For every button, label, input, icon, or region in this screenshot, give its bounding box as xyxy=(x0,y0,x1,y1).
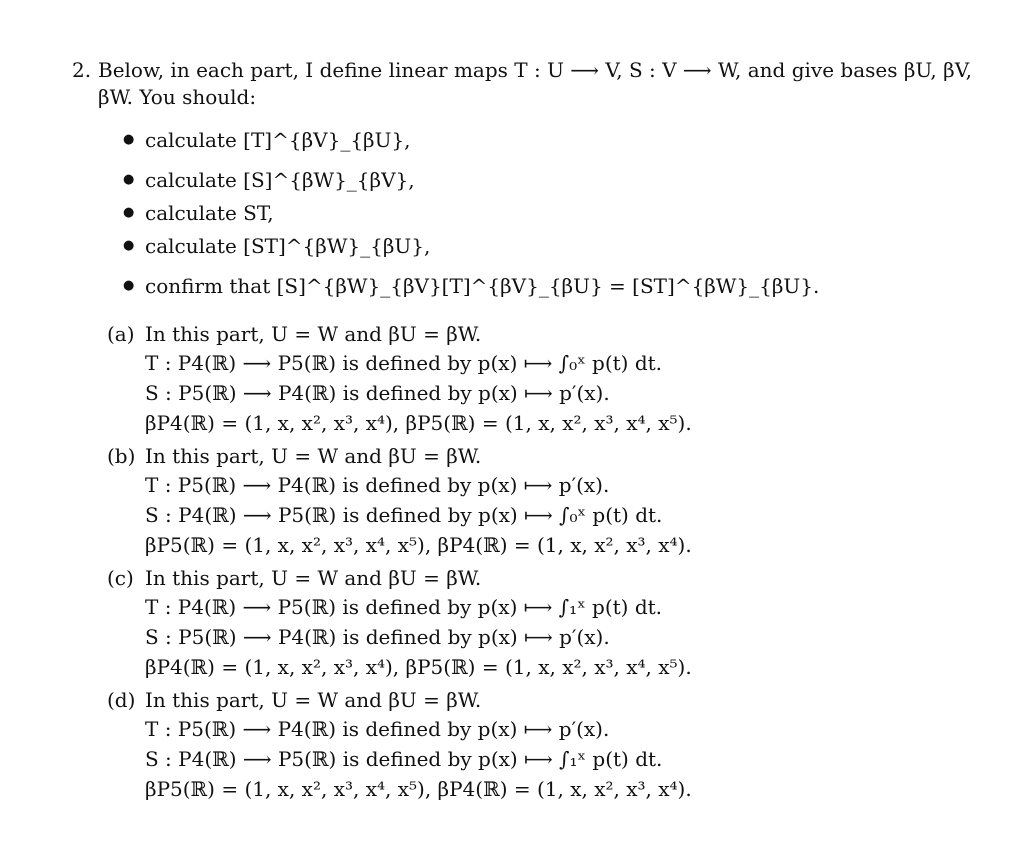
part-line: S : P4(ℝ) ⟶ P5(ℝ) is defined by p(x) ⟼ ∫₀ˣ p(t) dt. xyxy=(145,503,663,527)
bullet-item: calculate [ST]^{βW}_{βU}, xyxy=(145,234,431,258)
part-line: In this part, U = W and βU = βW. xyxy=(145,566,482,590)
part-line: S : P5(ℝ) ⟶ P4(ℝ) is defined by p(x) ⟼ p′(x). xyxy=(145,381,610,405)
part-line: In this part, U = W and βU = βW. xyxy=(145,688,482,712)
bullet-item: calculate ST, xyxy=(145,201,274,225)
problem-number: 2. xyxy=(72,58,92,82)
problem-intro-line2: βW. You should: xyxy=(98,85,257,109)
bullet-marker: ● xyxy=(123,278,135,293)
part-line: In this part, U = W and βU = βW. xyxy=(145,322,482,346)
part-line: S : P5(ℝ) ⟶ P4(ℝ) is defined by p(x) ⟼ p′(x). xyxy=(145,625,610,649)
bullet-marker: ● xyxy=(123,172,135,187)
part-line: T : P4(ℝ) ⟶ P5(ℝ) is defined by p(x) ⟼ ∫₀ˣ p(t) dt. xyxy=(145,351,663,375)
part-line: βP5(ℝ) = (1, x, x², x³, x⁴, x⁵), βP4(ℝ) = (1, x, x², x³, x⁴). xyxy=(145,777,692,801)
part-label: (d) xyxy=(107,688,136,712)
part-line: βP4(ℝ) = (1, x, x², x³, x⁴), βP5(ℝ) = (1, x, x², x³, x⁴, x⁵). xyxy=(145,411,692,435)
part-line: T : P4(ℝ) ⟶ P5(ℝ) is defined by p(x) ⟼ ∫₁ˣ p(t) dt. xyxy=(145,595,663,619)
part-label: (c) xyxy=(107,566,134,590)
part-line: T : P5(ℝ) ⟶ P4(ℝ) is defined by p(x) ⟼ p′(x). xyxy=(145,717,610,741)
part-line: T : P5(ℝ) ⟶ P4(ℝ) is defined by p(x) ⟼ p′(x). xyxy=(145,473,610,497)
bullet-marker: ● xyxy=(123,132,135,147)
bullet-item: calculate [T]^{βV}_{βU}, xyxy=(145,128,411,152)
bullet-item: confirm that [S]^{βW}_{βV}[T]^{βV}_{βU} = [ST]^{βW}_{βU}. xyxy=(145,274,820,298)
part-line: S : P4(ℝ) ⟶ P5(ℝ) is defined by p(x) ⟼ ∫₁ˣ p(t) dt. xyxy=(145,747,663,771)
part-line: In this part, U = W and βU = βW. xyxy=(145,444,482,468)
bullet-item: calculate [S]^{βW}_{βV}, xyxy=(145,168,415,192)
part-line: βP4(ℝ) = (1, x, x², x³, x⁴), βP5(ℝ) = (1, x, x², x³, x⁴, x⁵). xyxy=(145,655,692,679)
part-line: βP5(ℝ) = (1, x, x², x³, x⁴, x⁵), βP4(ℝ) = (1, x, x², x³, x⁴). xyxy=(145,533,692,557)
part-label: (a) xyxy=(107,322,135,346)
problem-intro-line1: Below, in each part, I define linear maps T : U ⟶ V, S : V ⟶ W, and give bases βU, βV, xyxy=(98,58,973,82)
part-label: (b) xyxy=(107,444,136,468)
bullet-marker: ● xyxy=(123,238,135,253)
bullet-marker: ● xyxy=(123,205,135,220)
